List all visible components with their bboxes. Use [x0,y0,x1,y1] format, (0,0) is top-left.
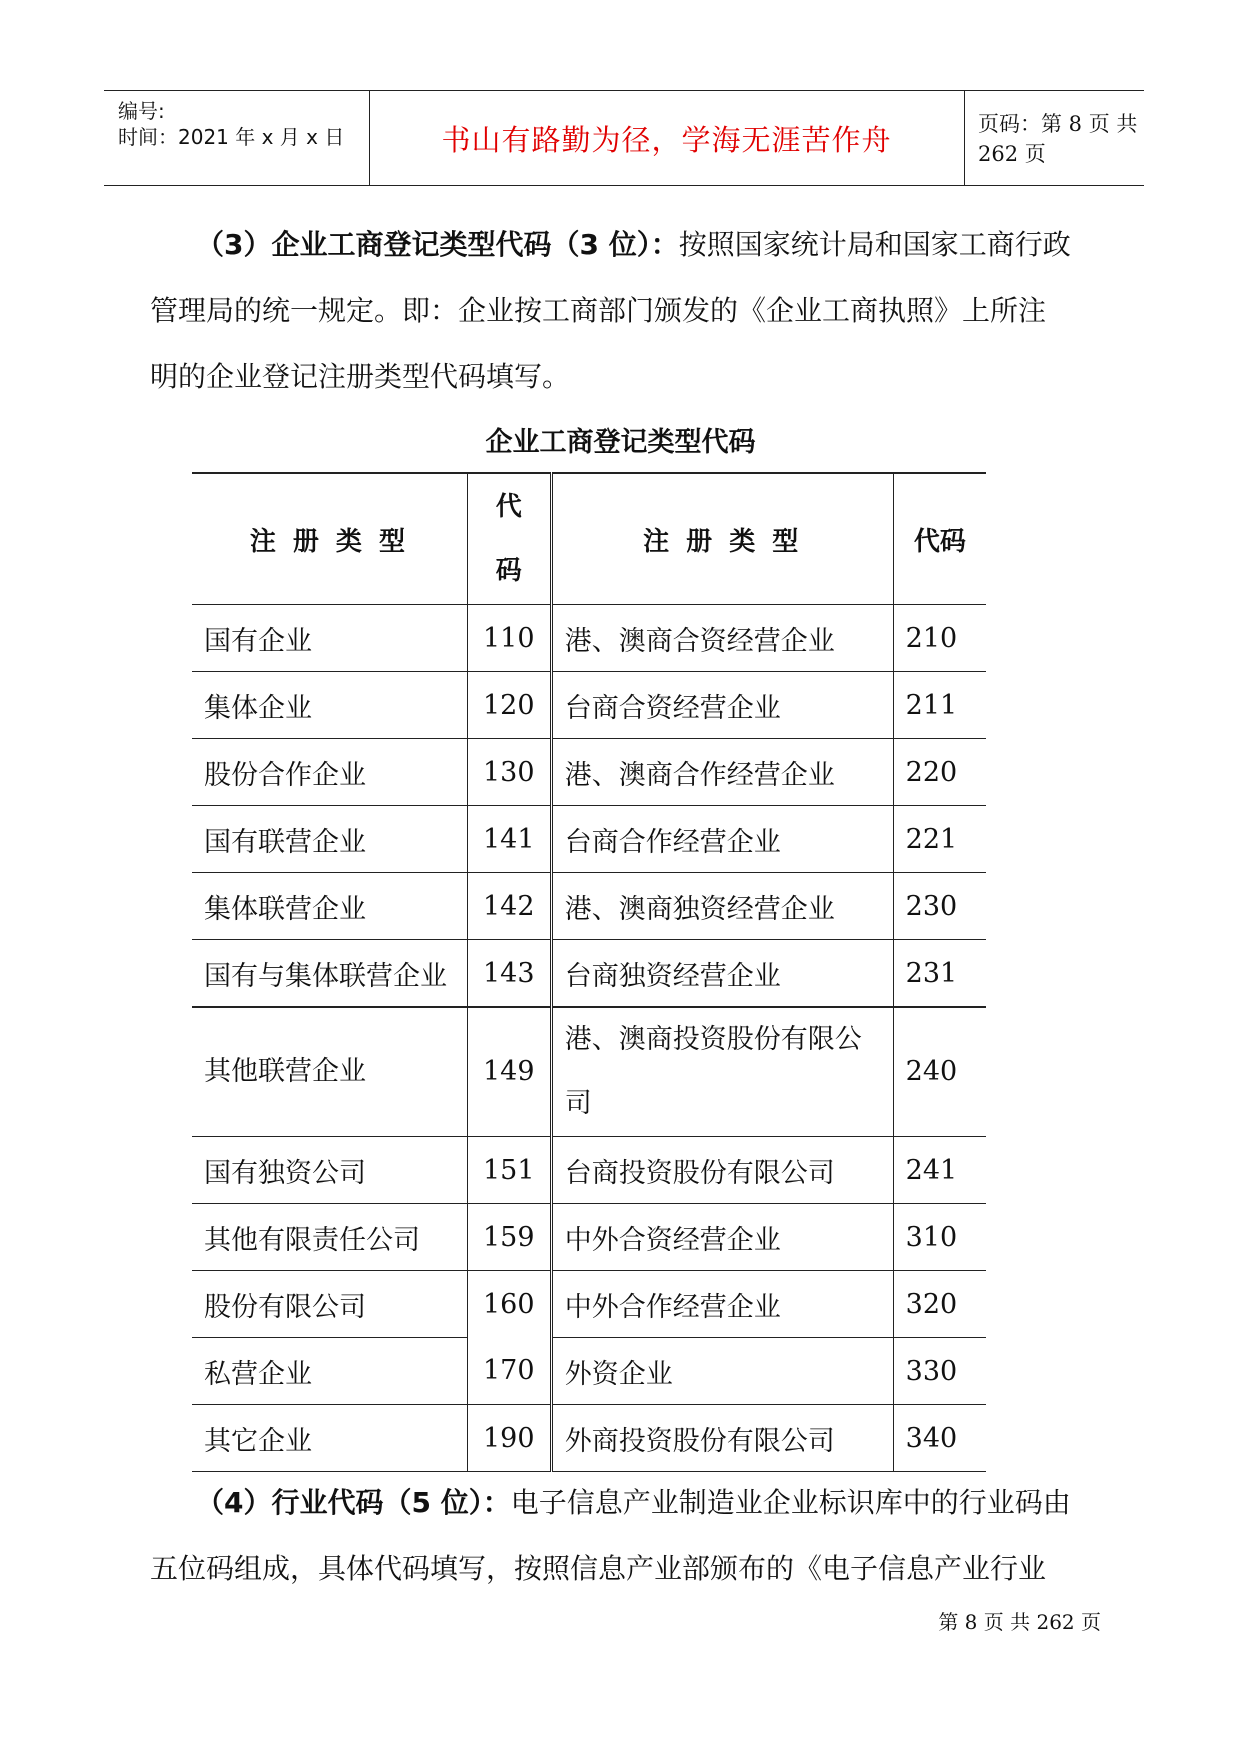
cell-code: 142 [467,873,551,940]
table-row [192,672,986,739]
cell-code: 190 [467,1405,551,1472]
cell-code: 220 [893,739,986,806]
section4-paragraph [150,1470,1100,1602]
cell-type: 中外合资经营企业 [551,1204,893,1271]
cell-type: 国有独资公司 [192,1137,467,1204]
doc-time-label: 时间：2021 年 x 月 x 日 [118,125,345,149]
section4-line2: 五位码组成，具体代码填写，按照信息产业部颁布的《电子信息产业行业 [150,1552,1047,1585]
cell-type: 其他有限责任公司 [192,1204,467,1271]
doc-number-label: 编号: [118,99,165,123]
cell-code: 330 [893,1338,986,1405]
cell-type: 港、澳商独资经营企业 [551,873,893,940]
cell-code: 230 [893,873,986,940]
cell-type: 中外合作经营企业 [551,1271,893,1338]
table-row [192,1271,986,1338]
cell-type: 港、澳商投资股份有限公司 [551,1007,893,1137]
cell-code: 210 [893,605,986,672]
cell-type: 股份合作企业 [192,739,467,806]
table-header-row [192,473,986,605]
table-row [192,1137,986,1204]
cell-code: 120 [467,672,551,739]
cell-type: 其他联营企业 [192,1007,467,1137]
cell-type: 台商投资股份有限公司 [551,1137,893,1204]
cell-type: 台商独资经营企业 [551,940,893,1008]
section4-line1-text: 电子信息产业制造业企业标识库中的行业码由 [510,1486,1071,1519]
table-row [192,806,986,873]
table-row [192,1007,986,1137]
cell-type: 股份有限公司 [192,1271,467,1338]
table-row [192,1338,986,1405]
cell-type: 外资企业 [551,1338,893,1405]
header-code-1 [467,473,551,605]
section4-heading: （4）行业代码（5 位）： [196,1486,511,1519]
cell-type: 国有与集体联营企业 [192,940,467,1008]
cell-code: 241 [893,1137,986,1204]
header-page-info: 页码：第 8 页 共 262 页 [978,112,1138,166]
header-code-1-text: 代码 [495,492,522,586]
cell-type: 集体联营企业 [192,873,467,940]
section3-line2: 管理局的统一规定。即：企业按工商部门颁发的《企业工商执照》上所注 [150,294,1047,327]
cell-code: 141 [467,806,551,873]
cell-code: 310 [893,1204,986,1271]
cell-type: 私营企业 [192,1338,467,1405]
cell-type: 台商合作经营企业 [551,806,893,873]
header-code-2: 代码 [893,473,986,605]
table-row [192,1204,986,1271]
section3-heading: （3）企业工商登记类型代码（3 位）： [196,228,679,261]
cell-type: 其它企业 [192,1405,467,1472]
table-title: 企业工商登记类型代码 [485,427,756,458]
cell-code: 151 [467,1137,551,1204]
section4-line1 [150,1470,1100,1536]
cell-type: 台商合资经营企业 [551,672,893,739]
page-footer: 第 8 页 共 262 页 [938,1610,1101,1634]
cell-code: 149 [467,1007,551,1137]
table-row [192,873,986,940]
cell-code: 130 [467,739,551,806]
table-row [192,739,986,806]
header-type-1: 注 册 类 型 [192,473,467,605]
page-header [104,90,1144,186]
table-row [192,605,986,672]
header-meta [104,91,370,185]
section3-paragraph [150,212,1100,410]
table-row [192,940,986,1008]
cell-code: 143 [467,940,551,1008]
cell-code: 240 [893,1007,986,1137]
registration-type-table [192,472,986,1472]
section3-line1-text: 按照国家统计局和国家工商行政 [678,228,1071,261]
cell-code: 320 [893,1271,986,1338]
cell-type: 国有企业 [192,605,467,672]
header-type-2: 注 册 类 型 [551,473,893,605]
cell-code: 170 [467,1338,551,1405]
cell-type: 港、澳商合作经营企业 [551,739,893,806]
header-motto: 书山有路勤为径，学海无涯苦作舟 [369,91,965,185]
section3-line1 [150,212,1100,278]
cell-type: 外商投资股份有限公司 [551,1405,893,1472]
cell-type: 集体企业 [192,672,467,739]
cell-code: 159 [467,1204,551,1271]
cell-code: 160 [467,1271,551,1338]
table-row [192,1405,986,1472]
cell-code: 110 [467,605,551,672]
cell-code: 211 [893,672,986,739]
cell-code: 340 [893,1405,986,1472]
cell-type: 国有联营企业 [192,806,467,873]
cell-type: 港、澳商合资经营企业 [551,605,893,672]
cell-code: 221 [893,806,986,873]
cell-code: 231 [893,940,986,1008]
section3-line3: 明的企业登记注册类型代码填写。 [150,360,571,393]
